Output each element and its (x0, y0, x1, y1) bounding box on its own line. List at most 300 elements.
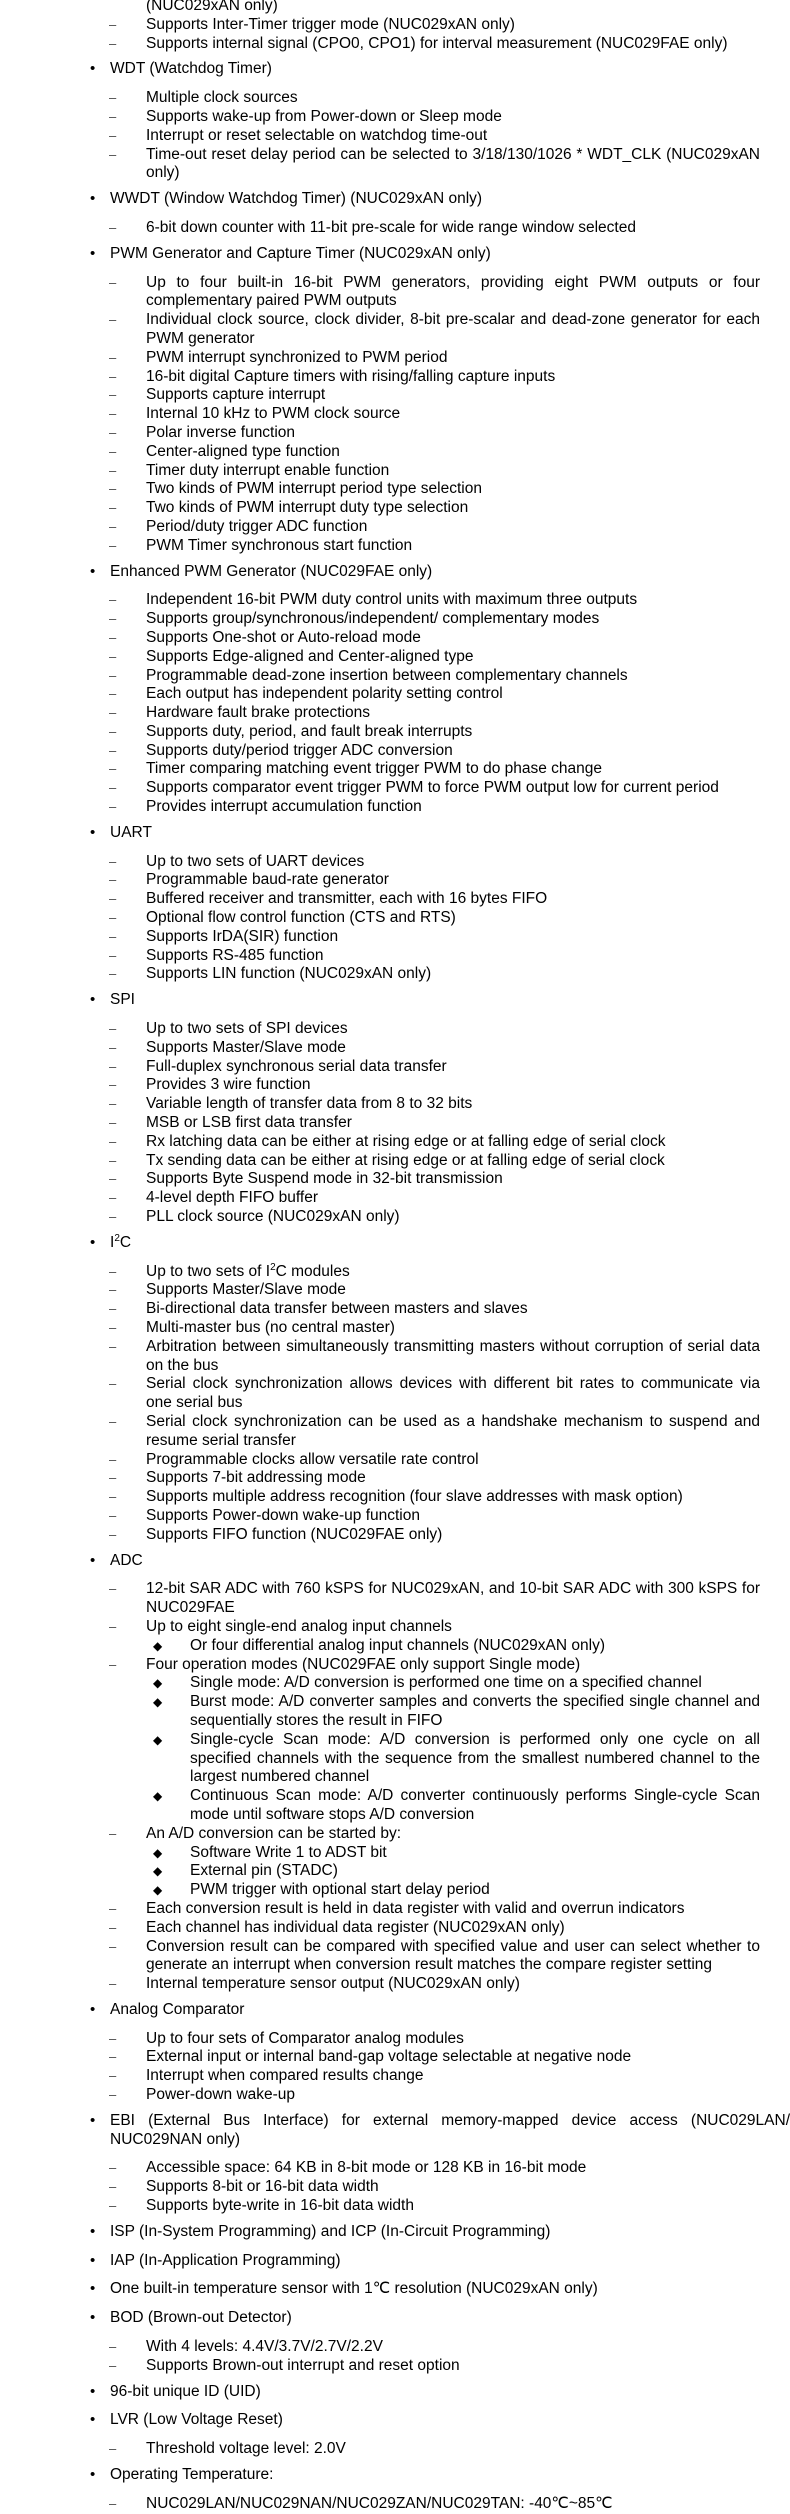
list-item (0, 386, 790, 405)
dash-marker: – (109, 2030, 117, 2046)
diamond-marker: ◆ (153, 1883, 163, 1898)
list-item (0, 1862, 790, 1881)
dash-marker: – (109, 537, 117, 553)
dash-marker: – (109, 1021, 117, 1037)
item-text: Supports duty/period trigger ADC conversion (146, 741, 453, 759)
item-text: Programmable baud-rate generator (146, 871, 389, 889)
dash-marker: – (109, 518, 117, 534)
dash-marker: – (109, 2087, 117, 2103)
list-item (0, 462, 790, 481)
list-item (0, 1076, 790, 1095)
list-item (0, 1114, 790, 1133)
dash-marker: – (109, 1938, 117, 1954)
list-item (0, 2357, 790, 2376)
item-text: Supports Byte Suspend mode in 32-bit transmission (146, 1170, 503, 1188)
list-item (0, 1674, 790, 1693)
list-item (0, 1637, 790, 1656)
dash-marker: – (109, 723, 117, 739)
item-text: Up to eight single-end analog input channels (146, 1617, 452, 1635)
item-text: Supports wake-up from Power-down or Sleep mode (146, 107, 502, 125)
item-text: Provides 3 wire function (146, 1076, 311, 1094)
item-text: PWM Timer synchronous start function (146, 536, 413, 554)
list-item (0, 2048, 790, 2067)
bullet-marker: • (90, 991, 96, 1009)
dash-marker: – (109, 1618, 117, 1634)
diamond-marker: ◆ (153, 1638, 163, 1653)
item-text: External pin (STADC) (190, 1862, 338, 1880)
list-item (0, 1656, 790, 1675)
dash-marker: – (109, 761, 117, 777)
item-text: Internal 10 kHz to PWM clock source (146, 405, 401, 423)
item-text: Supports Master/Slave mode (146, 1038, 346, 1056)
bullet-marker: • (90, 190, 96, 208)
item-text: Supports group/synchronous/independent/ complementary modes (146, 610, 600, 628)
item-text: Accessible space: 64 KB in 8-bit mode or 128 KB in 16-bit mode (146, 2159, 587, 2177)
list-item (0, 311, 790, 349)
list-item (0, 499, 790, 518)
list-item (0, 1787, 790, 1825)
item-text: Full-duplex synchronous serial data transfer (146, 1057, 447, 1075)
list-item (0, 0, 790, 16)
dash-marker: – (109, 1152, 117, 1168)
item-text: Programmable clocks allow versatile rate control (146, 1450, 479, 1468)
list-item (0, 1300, 790, 1319)
item-text: Each channel has individual data register (NUC029xAN only) (146, 1918, 565, 1936)
list-item (0, 685, 790, 704)
item-text: An A/D conversion can be started by: (146, 1824, 402, 1842)
item-text: Interrupt when compared results change (146, 2067, 424, 2085)
item-text: Supports 8-bit or 16-bit data width (146, 2178, 379, 2196)
list-item (0, 723, 790, 742)
list-item (0, 1488, 790, 1507)
item-text: Supports Inter-Timer trigger mode (NUC029xAN only) (146, 15, 515, 33)
item-text: PWM Generator and Capture Timer (NUC029xAN only) (110, 244, 491, 262)
section-heading (0, 563, 790, 582)
section-heading (0, 190, 790, 209)
bullet-marker: • (90, 244, 96, 262)
item-text: Continuous Scan mode: A/D converter continuously performs Single-cycle Scan mode until software stops A/D conversion (190, 1787, 760, 1823)
item-text: Time-out reset delay period can be selected to 3/18/130/1026 * WDT_CLK (NUC029xAN only) (146, 145, 760, 182)
list-item (0, 2030, 790, 2049)
item-text: MSB or LSB first data transfer (146, 1114, 352, 1132)
dash-marker: – (109, 35, 117, 51)
list-item (0, 928, 790, 947)
bullet-marker: • (90, 2382, 96, 2400)
list-item (0, 2067, 790, 2086)
item-text: WDT (Watchdog Timer) (110, 60, 272, 78)
list-item (0, 1975, 790, 1994)
dash-marker: – (109, 2160, 117, 2176)
item-text: Supports Master/Slave mode (146, 1281, 346, 1299)
dash-marker: – (109, 1825, 117, 1841)
dash-marker: – (109, 1320, 117, 1335)
list-item (0, 890, 790, 909)
list-item (0, 1469, 790, 1488)
item-text: Timer comparing matching event trigger PWM to do phase change (146, 760, 603, 778)
item-text: PWM trigger with optional start delay period (190, 1881, 490, 1899)
item-text: Supports RS-485 function (146, 946, 324, 964)
bullet-marker: • (90, 2251, 96, 2269)
dash-marker: – (109, 387, 117, 403)
dash-marker: – (109, 219, 117, 235)
item-text: Up to two sets of UART devices (146, 852, 365, 870)
list-item (0, 537, 790, 556)
section-heading (0, 2383, 790, 2402)
dash-marker: – (109, 1900, 117, 1916)
dash-marker: – (109, 443, 117, 459)
item-text: 6-bit down counter with 11-bit pre-scale for wide range window selected (146, 218, 636, 236)
item-text: Up to four sets of Comparator analog modules (146, 2029, 464, 2047)
item-text: 4-level depth FIFO buffer (146, 1189, 319, 1207)
item-text: Two kinds of PWM interrupt period type selection (146, 480, 482, 498)
item-text: Tx sending data can be either at rising edge or at falling edge of serial clock (146, 1151, 665, 1169)
item-text: Serial clock synchronization allows devices with different bit rates to communicate via one serial bus (146, 1375, 760, 1412)
dash-marker: – (109, 406, 117, 422)
list-item (0, 591, 790, 610)
dash-marker: – (109, 592, 117, 608)
list-item (0, 704, 790, 723)
item-text: Or four differential analog input channels (NUC029xAN only) (190, 1636, 605, 1654)
list-item (0, 1451, 790, 1470)
list-item (0, 35, 790, 54)
item-text: Internal temperature sensor output (NUC029xAN only) (146, 1975, 520, 1993)
item-text: Supports internal signal (CPO0, CPO1) for interval measurement (NUC029FAE only) (146, 34, 728, 52)
item-text: Each output has independent polarity setting control (146, 685, 503, 703)
item-text: Arbitration between simultaneously transmitting masters without corruption of serial data on the bus (146, 1337, 760, 1374)
list-item (0, 480, 790, 499)
item-text: Center-aligned type function (146, 442, 340, 460)
dash-marker: – (109, 2179, 117, 2195)
item-text: Software Write 1 to ADST bit (190, 1843, 387, 1861)
list-item (0, 779, 790, 798)
item-text: Supports Power-down wake-up function (146, 1506, 420, 1524)
bullet-marker: • (90, 2222, 96, 2240)
dash-marker: – (109, 2441, 117, 2457)
list-item (0, 274, 790, 312)
list-item (0, 1618, 790, 1637)
item-text: Up to four built-in 16-bit PWM generators, providing eight PWM outputs or four complementary paired PWM outputs (146, 273, 760, 310)
list-item (0, 1731, 790, 1787)
dash-marker: – (109, 872, 117, 888)
item-text: BOD (Brown-out Detector) (110, 2309, 292, 2327)
list-item (0, 2159, 790, 2178)
item-text: Up to two sets of $I^2C$ modules (146, 1261, 350, 1280)
section-heading (0, 2411, 790, 2430)
section-heading (0, 824, 790, 843)
list-item (0, 1208, 790, 1227)
list-item (0, 405, 790, 424)
section-heading (0, 991, 790, 1010)
item-text: Individual clock source, clock divider, 8-bit pre-scalar and dead-zone generator for each PWM generator (146, 311, 760, 347)
bullet-marker: • (90, 60, 96, 78)
dash-marker: – (109, 799, 117, 815)
section-heading (0, 2001, 790, 2020)
item-text: Power-down wake-up (146, 2086, 296, 2104)
list-item (0, 368, 790, 387)
item-text: Supports byte-write in 16-bit data width (146, 2197, 414, 2215)
dash-marker: – (109, 928, 117, 944)
item-text: PWM interrupt synchronized to PWM period (146, 348, 448, 366)
item-text: With 4 levels: 4.4V/3.7V/2.7V/2.2V (146, 2338, 383, 2356)
dash-marker: – (109, 127, 117, 143)
item-text: Multi-master bus (no central master) (146, 1319, 395, 1336)
list-item (0, 648, 790, 667)
list-item (0, 1058, 790, 1077)
list-item (0, 1825, 790, 1844)
item-text: $I^2C$ (110, 1232, 132, 1251)
item-text: Supports Brown-out interrupt and reset option (146, 2356, 460, 2374)
dash-marker: – (109, 1133, 117, 1149)
item-text: Analog Comparator (110, 2000, 245, 2018)
item-text: Bi-directional data transfer between masters and slaves (146, 1300, 528, 1318)
item-text: Burst mode: A/D converter samples and converts the specified single channel and sequentially stores the result in FIFO (190, 1693, 760, 1729)
list-item (0, 1938, 790, 1976)
item-text: Supports duty, period, and fault break interrupts (146, 722, 473, 740)
dash-marker: – (109, 349, 117, 365)
dash-marker: – (109, 2495, 117, 2511)
list-item (0, 1413, 790, 1451)
list-item (0, 667, 790, 686)
list-item (0, 2178, 790, 2197)
list-item (0, 2495, 790, 2514)
diamond-marker: ◆ (153, 1845, 163, 1860)
item-text: Interrupt or reset selectable on watchdog time-out (146, 126, 488, 144)
dash-marker: – (109, 1039, 117, 1055)
item-text: Threshold voltage level: 2.0V (146, 2440, 346, 2458)
dash-marker: – (109, 424, 117, 440)
item-text: SPI (110, 991, 135, 1009)
list-item (0, 518, 790, 537)
item-text: LVR (Low Voltage Reset) (110, 2411, 283, 2429)
list-item (0, 1133, 790, 1152)
item-text: Optional flow control function (CTS and RTS) (146, 909, 456, 927)
dash-marker: – (109, 947, 117, 963)
dash-marker: – (109, 910, 117, 926)
bullet-marker: • (90, 2280, 96, 2298)
item-text: Operating Temperature: (110, 2466, 274, 2484)
list-item (0, 127, 790, 146)
diamond-marker: ◆ (153, 1676, 163, 1691)
dash-marker: – (109, 966, 117, 982)
bullet-marker: • (90, 562, 96, 580)
dash-marker: – (109, 629, 117, 645)
bullet-marker: • (90, 823, 96, 841)
list-item (0, 798, 790, 817)
dash-marker: – (109, 2357, 117, 2373)
bullet-marker: • (90, 2309, 96, 2327)
item-text: Four operation modes (NUC029FAE only support Single mode) (146, 1655, 581, 1673)
dash-marker: – (109, 1077, 117, 1093)
item-text: Variable length of transfer data from 8 to 32 bits (146, 1095, 473, 1113)
section-heading (0, 2309, 790, 2328)
item-text: NUC029LAN/NUC029NAN/NUC029ZAN/NUC029TAN: -40℃~85℃ (146, 2494, 613, 2512)
dash-marker: – (109, 1171, 117, 1187)
list-item (0, 965, 790, 984)
item-text: UART (110, 823, 152, 841)
dash-marker: – (109, 853, 117, 869)
dash-marker: – (109, 1507, 117, 1523)
bullet-marker: • (90, 2111, 96, 2129)
item-text: Supports Edge-aligned and Center-aligned type (146, 647, 474, 665)
item-text: Supports multiple address recognition (four slave addresses with mask option) (146, 1488, 683, 1506)
dash-marker: – (109, 1263, 117, 1279)
dash-marker: – (109, 1338, 117, 1354)
dash-marker: – (109, 1581, 117, 1597)
item-text: Single mode: A/D conversion is performed one time on a specified channel (190, 1674, 702, 1692)
list-item (0, 349, 790, 368)
dash-marker: – (109, 648, 117, 664)
list-item (0, 909, 790, 928)
dash-marker: – (109, 500, 117, 516)
item-text: One built-in temperature sensor with 1℃ resolution (NUC029xAN only) (110, 2280, 598, 2298)
item-text: Serial clock synchronization can be used as a handshake mechanism to suspend and resume serial transfer (146, 1412, 760, 1449)
bullet-marker: • (90, 1233, 96, 1251)
list-item (0, 1095, 790, 1114)
diamond-marker: ◆ (153, 1695, 163, 1710)
list-item (0, 2338, 790, 2357)
list-item (0, 1881, 790, 1900)
list-item (0, 219, 790, 238)
section-heading (0, 2223, 790, 2242)
dash-marker: – (109, 462, 117, 478)
item-text: Supports One-shot or Auto-reload mode (146, 628, 421, 646)
section-heading (0, 2466, 790, 2485)
item-text: Two kinds of PWM interrupt duty type selection (146, 499, 469, 517)
list-item (0, 1526, 790, 1545)
bullet-marker: • (90, 2411, 96, 2429)
item-text: Multiple clock sources (146, 89, 298, 107)
item-text: Provides interrupt accumulation function (146, 798, 422, 816)
item-text: IAP (In-Application Programming) (110, 2251, 341, 2269)
item-text: 16-bit digital Capture timers with rising/falling capture inputs (146, 367, 556, 385)
dash-marker: – (109, 90, 117, 106)
list-item (0, 1919, 790, 1938)
dash-marker: – (109, 1976, 117, 1992)
item-text: Rx latching data can be either at rising edge or at falling edge of serial clock (146, 1132, 666, 1150)
section-heading (0, 245, 790, 264)
bullet-marker: • (90, 2000, 96, 2018)
diamond-marker: ◆ (153, 1864, 163, 1879)
dash-marker: – (109, 891, 117, 907)
dash-marker: – (109, 686, 117, 702)
section-heading (0, 2112, 790, 2150)
item-text: Supports comparator event trigger PWM to force PWM output low for current period (146, 779, 719, 797)
dash-marker: – (109, 1209, 117, 1225)
diamond-marker: ◆ (153, 1789, 163, 1804)
item-text: ISP (In-System Programming) and ICP (In-Circuit Programming) (110, 2222, 551, 2240)
item-text: Hardware fault brake protections (146, 704, 371, 722)
section-heading (0, 1234, 790, 1253)
section-heading (0, 60, 790, 79)
list-item (0, 760, 790, 779)
dash-marker: – (109, 2198, 117, 2214)
section-heading (0, 2280, 790, 2299)
list-item (0, 947, 790, 966)
list-item (0, 1580, 790, 1618)
dash-marker: – (109, 780, 117, 796)
item-text: Polar inverse function (146, 423, 296, 441)
list-item (0, 2440, 790, 2459)
item-text: Programmable dead-zone insertion between complementary channels (146, 666, 628, 684)
dash-marker: – (109, 1656, 117, 1672)
list-item (0, 1319, 790, 1338)
list-item (0, 424, 790, 443)
dash-marker: – (109, 1376, 117, 1392)
dash-marker: – (109, 16, 117, 32)
list-item (0, 2197, 790, 2216)
list-item (0, 1263, 790, 1282)
section-heading (0, 1552, 790, 1571)
dash-marker: – (109, 1526, 117, 1542)
dash-marker: – (109, 108, 117, 124)
list-item (0, 1281, 790, 1300)
item-text: Supports 7-bit addressing mode (146, 1469, 366, 1487)
list-item (0, 146, 790, 184)
dash-marker: – (109, 1058, 117, 1074)
dash-marker: – (109, 2068, 117, 2084)
dash-marker: – (109, 705, 117, 721)
item-text: Up to two sets of SPI devices (146, 1020, 348, 1038)
dash-marker: – (109, 2049, 117, 2065)
item-text: Supports IrDA(SIR) function (146, 927, 339, 945)
dash-marker: – (109, 146, 117, 162)
list-item (0, 1039, 790, 1058)
dash-marker: – (109, 1470, 117, 1486)
list-item (0, 443, 790, 462)
item-text: Conversion result can be compared with specified value and user can select whether to generate an interrupt when conversion result matches the compare register setting (146, 1937, 760, 1974)
dash-marker: – (109, 1489, 117, 1505)
item-text: External input or internal band-gap voltage selectable at negative node (146, 2048, 632, 2066)
dash-marker: – (109, 611, 117, 627)
bullet-marker: • (90, 2466, 96, 2484)
item-text: (NUC029xAN only) (146, 0, 278, 14)
item-text: 96-bit unique ID (UID) (110, 2382, 261, 2400)
item-text: PLL clock source (NUC029xAN only) (146, 1208, 400, 1226)
superscript: 2 (114, 1232, 120, 1244)
list-item (0, 1338, 790, 1376)
list-item (0, 629, 790, 648)
list-item (0, 16, 790, 35)
item-text: Each conversion result is held in data register with valid and overrun indicators (146, 1899, 685, 1917)
list-item (0, 1170, 790, 1189)
item-text: Single-cycle Scan mode: A/D conversion is performed only one cycle on all specified channels with the sequence from the smallest numbered channel to the largest numbered channel (190, 1730, 760, 1786)
dash-marker: – (109, 1451, 117, 1467)
list-item (0, 1507, 790, 1526)
item-text: 12-bit SAR ADC with 760 kSPS for NUC029xAN, and 10-bit SAR ADC with 300 kSPS for NUC029FAE (146, 1580, 760, 1617)
superscript: 2 (270, 1261, 276, 1273)
dash-marker: – (109, 1096, 117, 1112)
dash-marker: – (109, 742, 117, 758)
list-item (0, 610, 790, 629)
item-text: Supports capture interrupt (146, 386, 326, 404)
dash-marker: – (109, 312, 117, 328)
list-item (0, 1189, 790, 1208)
list-item (0, 1844, 790, 1863)
dash-marker: – (109, 1282, 117, 1298)
list-item (0, 108, 790, 127)
item-text: Supports FIFO function (NUC029FAE only) (146, 1525, 443, 1543)
list-item (0, 1900, 790, 1919)
item-text: Period/duty trigger ADC function (146, 517, 368, 535)
section-heading (0, 2252, 790, 2271)
list-item (0, 742, 790, 761)
item-text: Enhanced PWM Generator (NUC029FAE only) (110, 562, 433, 580)
list-item (0, 1693, 790, 1731)
bullet-marker: • (90, 1551, 96, 1569)
item-text: WWDT (Window Watchdog Timer) (NUC029xAN only) (110, 190, 483, 208)
list-item (0, 1020, 790, 1039)
dash-marker: – (109, 667, 117, 683)
